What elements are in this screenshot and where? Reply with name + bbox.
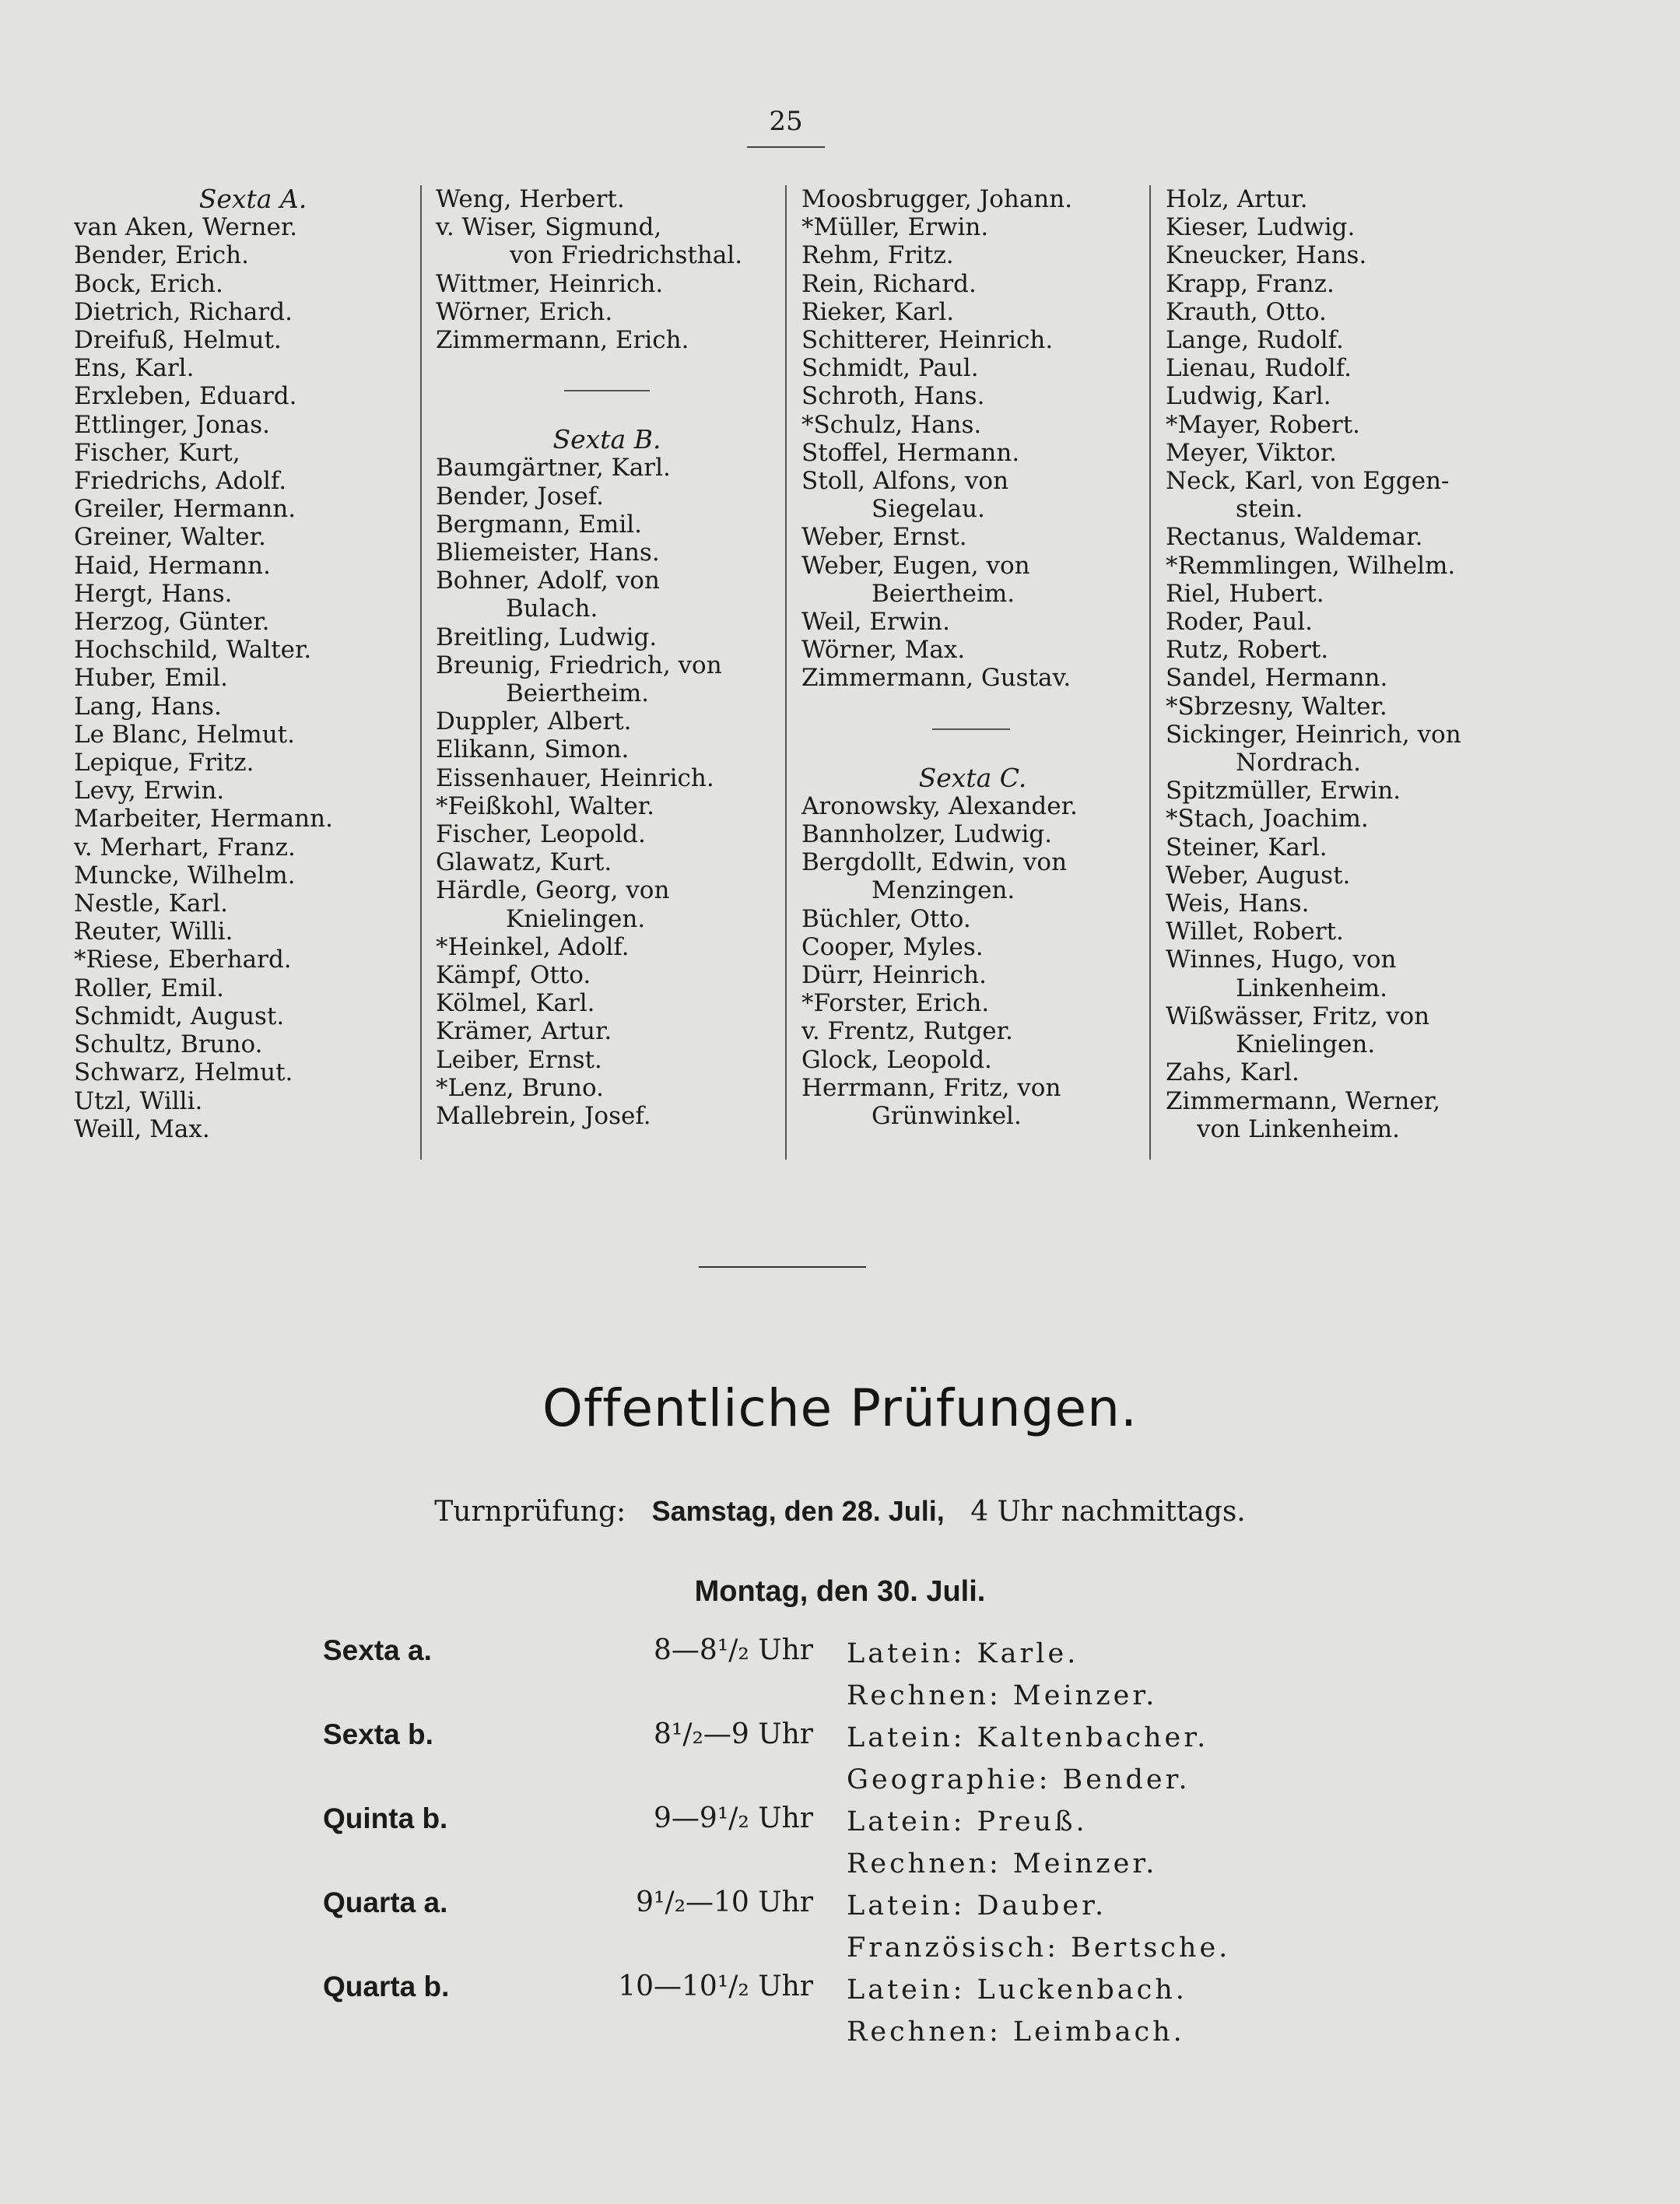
- student-name: Roller, Emil.: [74, 974, 225, 1002]
- student-name: Elikann, Simon.: [436, 735, 630, 764]
- exam-day-heading: Montag, den 30. Juli.: [694, 1575, 986, 1608]
- column-divider-3: [1149, 185, 1151, 1160]
- student-name: Schwarz, Helmut.: [74, 1058, 293, 1087]
- student-name: Levy, Erwin.: [74, 777, 225, 805]
- student-name: Fischer, Kurt,: [74, 438, 240, 467]
- heading-sexta-c: Sexta C.: [918, 762, 1027, 793]
- student-name: Huber, Emil.: [74, 664, 229, 693]
- student-name-continued: Grünwinkel.: [872, 1102, 1022, 1131]
- student-name: Rectanus, Waldemar.: [1166, 523, 1423, 552]
- student-name: Weng, Herbert.: [436, 185, 625, 213]
- section-rule: [564, 390, 650, 391]
- student-name: *Feißkohl, Walter.: [436, 791, 654, 820]
- page-number-rule: [747, 146, 825, 148]
- student-name: Ens, Karl.: [74, 354, 195, 383]
- student-name: *Mayer, Robert.: [1166, 410, 1361, 439]
- student-name: Lange, Rudolf.: [1166, 326, 1344, 355]
- student-name: Neck, Karl, von Eggen-: [1166, 467, 1450, 496]
- section-divider-rule: [699, 1266, 866, 1268]
- student-name: Reuter, Willi.: [74, 918, 233, 946]
- student-name: Cooper, Myles.: [801, 932, 984, 961]
- student-name: Härdle, Georg, von: [436, 876, 670, 905]
- student-name: Wörner, Max.: [801, 636, 966, 665]
- student-name: Weber, August.: [1166, 861, 1351, 890]
- schedule-subject: Französisch: Bertsche.: [847, 1932, 1231, 1964]
- student-name: Riel, Hubert.: [1166, 579, 1324, 608]
- student-name: Bergdollt, Edwin, von: [801, 848, 1068, 877]
- student-name-continued: Siegelau.: [872, 495, 985, 524]
- student-name: Spitzmüller, Erwin.: [1166, 777, 1401, 805]
- student-name-continued: stein.: [1236, 495, 1303, 524]
- student-name: Bender, Josef.: [436, 482, 604, 511]
- student-name: Kieser, Ludwig.: [1166, 213, 1356, 242]
- student-name: Kneucker, Hans.: [1166, 241, 1367, 270]
- student-name: Hergt, Hans.: [74, 579, 233, 608]
- page-number: 25: [769, 106, 803, 137]
- student-name: *Heinkel, Adolf.: [436, 932, 630, 961]
- student-name: Greiner, Walter.: [74, 523, 266, 552]
- student-name: Willet, Robert.: [1166, 918, 1344, 946]
- student-name: Rutz, Robert.: [1166, 636, 1329, 665]
- schedule-time: 9—9¹/₂ Uhr: [654, 1802, 813, 1834]
- student-name: *Sbrzesny, Walter.: [1166, 692, 1387, 721]
- student-name: Eissenhauer, Heinrich.: [436, 763, 714, 792]
- student-name: Lang, Hans.: [74, 692, 222, 721]
- student-name: Baumgärtner, Karl.: [436, 454, 671, 483]
- student-name: Breitling, Ludwig.: [436, 623, 658, 651]
- schedule-class: Quarta a.: [323, 1886, 448, 1918]
- schedule-subject: Latein: Kaltenbacher.: [847, 1722, 1209, 1753]
- student-name: Weis, Hans.: [1166, 890, 1310, 918]
- student-name: Zimmermann, Werner,: [1166, 1086, 1441, 1115]
- column-2: [436, 185, 778, 1130]
- student-name: Dietrich, Richard.: [74, 297, 293, 326]
- student-name: Wörner, Erich.: [436, 297, 613, 326]
- student-name: Winnes, Hugo, von: [1166, 946, 1397, 974]
- student-name: Wißwässer, Fritz, von: [1166, 1002, 1430, 1030]
- student-name: Büchler, Otto.: [801, 904, 971, 933]
- column-divider-1: [420, 185, 422, 1160]
- student-name: Mallebrein, Josef.: [436, 1102, 651, 1131]
- student-name: Glawatz, Kurt.: [436, 848, 612, 877]
- column-3: [801, 185, 1144, 1130]
- student-name: v. Frentz, Rutger.: [801, 1017, 1013, 1046]
- student-name-continued: von Friedrichsthal.: [510, 241, 743, 270]
- student-name: Marbeiter, Hermann.: [74, 805, 333, 834]
- student-name: Dürr, Heinrich.: [801, 961, 987, 990]
- column-4: [1166, 185, 1524, 1143]
- student-name: *Remmlingen, Wilhelm.: [1166, 551, 1456, 580]
- student-name: v. Merhart, Franz.: [74, 833, 296, 862]
- schedule-class: Quarta b.: [323, 1971, 450, 2002]
- student-name: Bannholzer, Ludwig.: [801, 820, 1053, 849]
- section-rule: [932, 728, 1010, 730]
- student-name: Haid, Hermann.: [74, 551, 271, 580]
- student-name: Le Blanc, Helmut.: [74, 720, 295, 749]
- student-name: Bock, Erich.: [74, 269, 223, 298]
- gym-exam-line: [0, 1494, 1680, 1529]
- student-name-continued: Beiertheim.: [872, 579, 1015, 608]
- schedule-subject: Geographie: Bender.: [847, 1764, 1191, 1795]
- student-name: Muncke, Wilhelm.: [74, 861, 296, 890]
- student-name: Krapp, Franz.: [1166, 269, 1335, 298]
- student-name: Utzl, Willi.: [74, 1086, 203, 1115]
- student-name: Bliemeister, Hans.: [436, 539, 660, 567]
- student-name: *Stach, Joachim.: [1166, 805, 1369, 834]
- student-name: Zimmermann, Erich.: [436, 326, 689, 355]
- student-name: *Schulz, Hans.: [801, 410, 982, 439]
- student-name: Sickinger, Heinrich, von: [1166, 720, 1461, 749]
- schedule-class: Sexta b.: [323, 1718, 433, 1750]
- schedule-subject: Latein: Preuß.: [847, 1806, 1088, 1837]
- student-name: Wittmer, Heinrich.: [436, 269, 664, 298]
- exam-title: Offentliche Prüfungen.: [542, 1378, 1138, 1438]
- student-name: Weill, Max.: [74, 1114, 210, 1143]
- student-name: Fischer, Leopold.: [436, 820, 646, 849]
- student-name: Schmidt, Paul.: [801, 354, 979, 383]
- student-name: Rein, Richard.: [801, 269, 977, 298]
- student-name: v. Wiser, Sigmund,: [436, 213, 662, 242]
- student-name-continued: Bulach.: [506, 595, 598, 623]
- schedule-class: Quinta b.: [323, 1802, 448, 1834]
- student-name: Kämpf, Otto.: [436, 961, 591, 990]
- schedule-time: 9¹/₂—10 Uhr: [636, 1886, 813, 1918]
- student-name: Schroth, Hans.: [801, 382, 985, 411]
- column-divider-2: [785, 185, 787, 1160]
- student-name: Duppler, Albert.: [436, 707, 632, 736]
- student-name: *Riese, Eberhard.: [74, 946, 292, 974]
- gym-exam-label: Turnprüfung:: [434, 1496, 626, 1528]
- student-name: Lepique, Fritz.: [74, 749, 254, 777]
- exam-schedule: [0, 1633, 1680, 2069]
- heading-sexta-a: Sexta A.: [198, 184, 307, 214]
- student-name: Schitterer, Heinrich.: [801, 326, 1054, 355]
- student-name: Friedrichs, Adolf.: [74, 467, 287, 496]
- student-name: Lienau, Rudolf.: [1166, 354, 1352, 383]
- student-name: Rieker, Karl.: [801, 297, 955, 326]
- student-name: Nestle, Karl.: [74, 890, 229, 918]
- schedule-subject: Latein: Karle.: [847, 1638, 1079, 1669]
- student-name: Aronowsky, Alexander.: [801, 791, 1078, 820]
- student-name: Schmidt, August.: [74, 1002, 285, 1030]
- student-name: Krauth, Otto.: [1166, 297, 1327, 326]
- schedule-subject: Latein: Dauber.: [847, 1890, 1107, 1921]
- student-name-continued: Knielingen.: [1236, 1030, 1376, 1059]
- student-name-continued: von Linkenheim.: [1197, 1114, 1401, 1143]
- student-name-continued: Nordrach.: [1236, 749, 1361, 777]
- student-name: Holz, Artur.: [1166, 185, 1308, 213]
- student-name: Kölmel, Karl.: [436, 989, 595, 1018]
- student-name: Bergmann, Emil.: [436, 510, 643, 539]
- student-name: Zimmermann, Gustav.: [801, 664, 1071, 693]
- student-name: Herrmann, Fritz, von: [801, 1073, 1061, 1102]
- schedule-subject: Rechnen: Leimbach.: [847, 2016, 1185, 2048]
- student-name: Weber, Eugen, von: [801, 551, 1030, 580]
- schedule-time: 10—10¹/₂ Uhr: [618, 1971, 813, 2002]
- student-name: Glock, Leopold.: [801, 1045, 992, 1074]
- student-name: Hochschild, Walter.: [74, 636, 312, 665]
- student-name: Ettlinger, Jonas.: [74, 410, 270, 439]
- student-name: Erxleben, Eduard.: [74, 382, 297, 411]
- student-name-continued: Menzingen.: [872, 876, 1015, 905]
- gym-exam-time: 4 Uhr nachmittags.: [970, 1496, 1246, 1528]
- student-name: Zahs, Karl.: [1166, 1058, 1299, 1087]
- student-name: Schultz, Bruno.: [74, 1030, 263, 1059]
- schedule-subject: Latein: Luckenbach.: [847, 1974, 1187, 2006]
- student-lists: [0, 185, 1680, 1166]
- student-name: *Lenz, Bruno.: [436, 1073, 604, 1102]
- student-name: Bohner, Adolf, von: [436, 567, 660, 595]
- student-name-continued: Knielingen.: [506, 904, 646, 933]
- student-name-continued: Linkenheim.: [1236, 974, 1388, 1002]
- student-name: Rehm, Fritz.: [801, 241, 954, 270]
- student-name: Weil, Erwin.: [801, 608, 950, 637]
- schedule-subject: Rechnen: Meinzer.: [847, 1848, 1158, 1879]
- student-name: Stoll, Alfons, von: [801, 467, 1009, 496]
- column-1: [74, 185, 416, 1143]
- student-name: Weber, Ernst.: [801, 523, 967, 552]
- student-name: Breunig, Friedrich, von: [436, 651, 722, 679]
- student-name: Sandel, Hermann.: [1166, 664, 1388, 693]
- schedule-class: Sexta a.: [323, 1634, 432, 1666]
- schedule-time: 8¹/₂—9 Uhr: [654, 1718, 813, 1750]
- student-name: Meyer, Viktor.: [1166, 438, 1337, 467]
- student-name: Steiner, Karl.: [1166, 833, 1328, 862]
- student-name: Krämer, Artur.: [436, 1017, 612, 1046]
- student-name: Ludwig, Karl.: [1166, 382, 1331, 411]
- student-name: Bender, Erich.: [74, 241, 249, 270]
- student-name: Roder, Paul.: [1166, 608, 1313, 637]
- student-name: Leiber, Ernst.: [436, 1045, 602, 1074]
- student-name: Dreifuß, Helmut.: [74, 326, 282, 355]
- student-name: Stoffel, Hermann.: [801, 438, 1020, 467]
- student-name: van Aken, Werner.: [74, 213, 298, 242]
- student-name: Herzog, Günter.: [74, 608, 270, 637]
- student-name: Greiler, Hermann.: [74, 495, 296, 524]
- gym-exam-date: Samstag, den 28. Juli,: [651, 1495, 945, 1527]
- heading-sexta-b: Sexta B.: [552, 424, 661, 455]
- student-name-continued: Beiertheim.: [506, 679, 650, 708]
- student-name: Moosbrugger, Johann.: [801, 185, 1073, 213]
- student-name: *Forster, Erich.: [801, 989, 990, 1018]
- student-name: *Müller, Erwin.: [801, 213, 989, 242]
- schedule-subject: Rechnen: Meinzer.: [847, 1680, 1158, 1711]
- schedule-time: 8—8¹/₂ Uhr: [654, 1634, 813, 1666]
